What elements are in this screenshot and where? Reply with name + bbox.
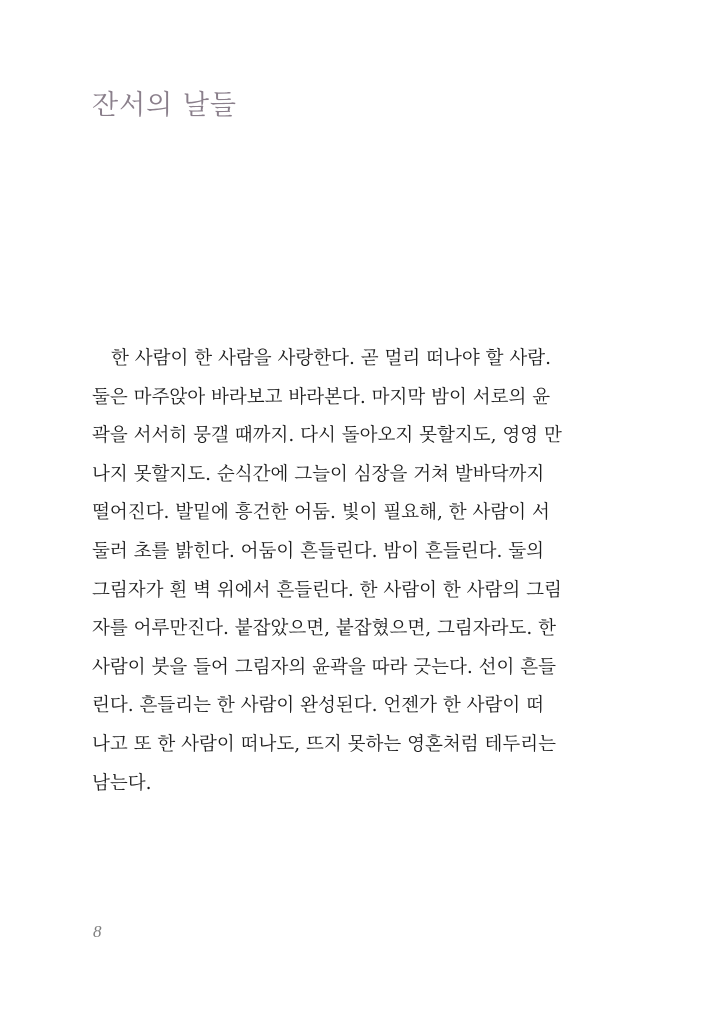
body-paragraph [92,340,592,803]
text-line: 그림자가 흰 벽 위에서 흔들린다. 한 사람이 한 사람의 그림 [92,579,562,601]
text-line: 나지 못할지도. 순식간에 그늘이 심장을 거쳐 발바닥까지 [92,463,545,485]
chapter-title: 잔서의 날들 [92,90,237,121]
text-line: 둘러 초를 밝힌다. 어둠이 흔들린다. 밤이 흔들린다. 둘의 [92,540,544,562]
text-line: 나고 또 한 사람이 떠나도, 뜨지 못하는 영혼처럼 테두리는 [92,733,556,755]
text-line: 곽을 서서히 뭉갤 때까지. 다시 돌아오지 못할지도, 영영 만 [92,425,562,447]
text-line: 린다. 흔들리는 한 사람이 완성된다. 언젠가 한 사람이 떠 [92,695,544,717]
text-line: 남는다. [92,772,152,794]
text-line: 둘은 마주앉아 바라보고 바라본다. 마지막 밤이 서로의 윤 [92,386,551,408]
text-line: 떨어진다. 발밑에 흥건한 어둠. 빛이 필요해, 한 사람이 서 [92,502,550,524]
text-line: 사람이 붓을 들어 그림자의 윤곽을 따라 긋는다. 선이 흔들 [92,656,556,678]
text-line: 한 사람이 한 사람을 사랑한다. 곧 멀리 떠나야 할 사람. [111,348,551,369]
page-number: 8 [93,922,102,941]
text-line: 자를 어루만진다. 붙잡았으면, 붙잡혔으면, 그림자라도. 한 [92,618,556,640]
